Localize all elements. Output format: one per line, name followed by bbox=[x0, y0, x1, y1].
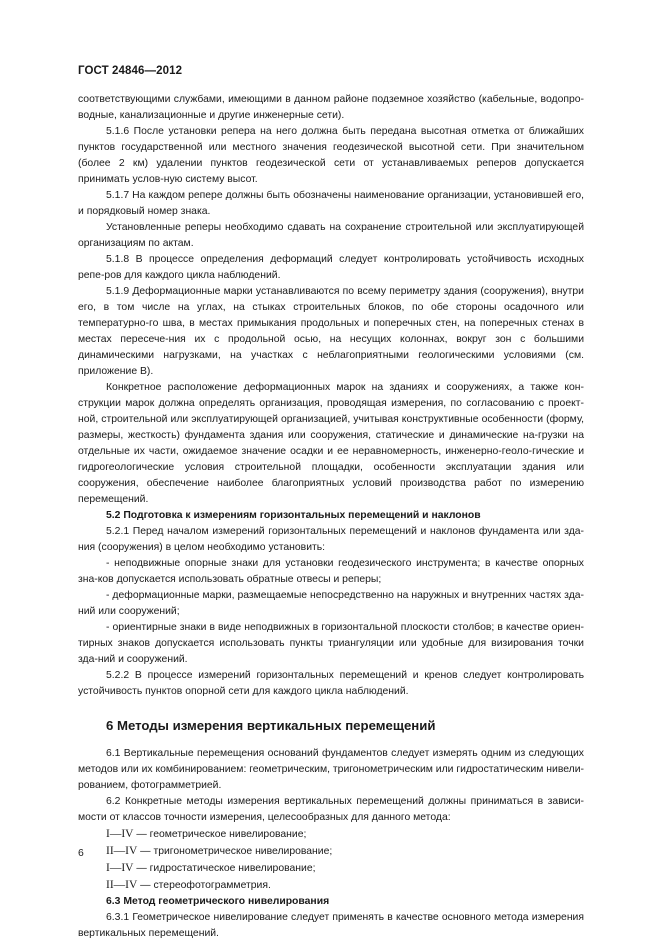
method-item bbox=[78, 877, 584, 894]
accuracy-classes: II—IV bbox=[106, 845, 138, 857]
paragraph: Установленные реперы необходимо сдавать на сохранение строительной или эксплуатирующей организациям по актам. bbox=[78, 222, 584, 249]
method-item bbox=[78, 860, 584, 877]
document-header: ГОСТ 24846—2012 bbox=[78, 65, 183, 77]
accuracy-classes: I—IV bbox=[106, 862, 134, 874]
paragraph: Конкретное расположение деформационных марок на зданиях и сооружениях, а также кон-струкции марок должна определять организация, проводящая измерения, по согласованию с проект-ной, строительной или эксплуатирующей организацией, учитывая конструктивные особенности (форму, размеры, жесткость) фундамента здания или сооружения, статические и динамические на-грузки на отдельные их части, ожидаемое значение осадки и ее неравномерность, инженерно-геоло-гические и гидрогеологические условия строительной площадки, особенности эксплуатации здания или сооружения, обеспечение наиболее благоприятных условий производства работ по измерению перемещений. bbox=[78, 382, 584, 505]
accuracy-classes: I—IV bbox=[106, 828, 134, 840]
list-item: - ориентирные знаки в виде неподвижных в горизонтальной плоскости столбов; в качестве ориен-тирных знаков допускается использовать пункты триангуляции или удобные для визирования точки зда-ний и сооружений. bbox=[78, 622, 584, 665]
paragraph-6-2: 6.2 Конкретные методы измерения вертикальных перемещений должны приниматься в зависи-мости от классов точности измерения, целесообразных для данного метода: bbox=[78, 796, 584, 823]
subsection-heading-5-2: 5.2 Подготовка к измерениям горизонтальных перемещений и наклонов bbox=[106, 510, 481, 521]
list-item: - неподвижные опорные знаки для установки геодезического инструмента; в качестве опорных зна-ков допускается использовать обратные отвесы и реперы; bbox=[78, 558, 584, 585]
paragraph: соответствующими службами, имеющими в данном районе подземное хозяйство (кабельные, водопро-водные, канализационные и другие инженерные сети). bbox=[78, 94, 584, 121]
section-heading-6: 6 Методы измерения вертикальных перемещений bbox=[106, 718, 436, 733]
accuracy-classes: II—IV bbox=[106, 879, 138, 891]
paragraph-5-1-7: 5.1.7 На каждом репере должны быть обозначены наименование организации, установившей его, и порядковый номер знака. bbox=[78, 190, 584, 217]
paragraph-5-1-8: 5.1.8 В процессе определения деформаций следует контролировать устойчивость исходных репе-ров для каждого цикла наблюдений. bbox=[78, 254, 584, 281]
method-name: — геометрическое нивелирование; bbox=[133, 829, 307, 840]
method-item bbox=[78, 843, 584, 860]
method-name: — стереофотограмметрия. bbox=[137, 880, 271, 891]
method-item bbox=[78, 826, 584, 843]
paragraph-5-1-9: 5.1.9 Деформационные марки устанавливаются по всему периметру здания (сооружения), внутри его, в том числе на углах, на стыках строительных блоков, по обе стороны осадочного или температурно-го шва, в местах примыкания продольных и поперечных стен, на поперечных стенах в местах пересече-ния их с продольной осью, на несущих колоннах, вокруг зон с большими динамическими нагрузками, на участках с неблагоприятными геологическими условиями (см. приложение В). bbox=[78, 286, 584, 377]
paragraph-5-2-2: 5.2.2 В процессе измерений горизонтальных перемещений и кренов следует контролировать устойчивость пунктов опорной сети для каждого цикла наблюдений. bbox=[78, 670, 584, 697]
paragraph-5-1-6: 5.1.6 После установки репера на него должна быть передана высотная отметка от ближайших пунктов государственной или местного значения геодезической высотной сети. При значительном (более 2 км) удалении пунктов геодезической сети от устанавливаемых реперов допускается принимать услов-ную систему высот. bbox=[78, 126, 584, 185]
method-name: — гидростатическое нивелирование; bbox=[133, 863, 316, 874]
page-number: 6 bbox=[78, 848, 84, 859]
method-name: — тригонометрическое нивелирование; bbox=[137, 846, 333, 857]
list-item: - деформационные марки, размещаемые непосредственно на наружных и внутренних частях зда-ний или сооружений; bbox=[78, 590, 584, 617]
document-body bbox=[78, 92, 584, 942]
subsection-heading-6-3: 6.3 Метод геометрического нивелирования bbox=[106, 896, 330, 907]
paragraph-6-1: 6.1 Вертикальные перемещения оснований фундаментов следует измерять одним из следующих методов или их комбинированием: геометрическим, тригонометрическим или гидростатическим нивели-рованием, фотограмметрией. bbox=[78, 748, 584, 791]
paragraph-6-3-1: 6.3.1 Геометрическое нивелирование следует применять в качестве основного метода измерения вертикальных перемещений. bbox=[78, 912, 584, 939]
paragraph-5-2-1: 5.2.1 Перед началом измерений горизонтальных перемещений и наклонов фундамента или зда-ния (сооружения) в целом необходимо установить: bbox=[78, 526, 584, 553]
